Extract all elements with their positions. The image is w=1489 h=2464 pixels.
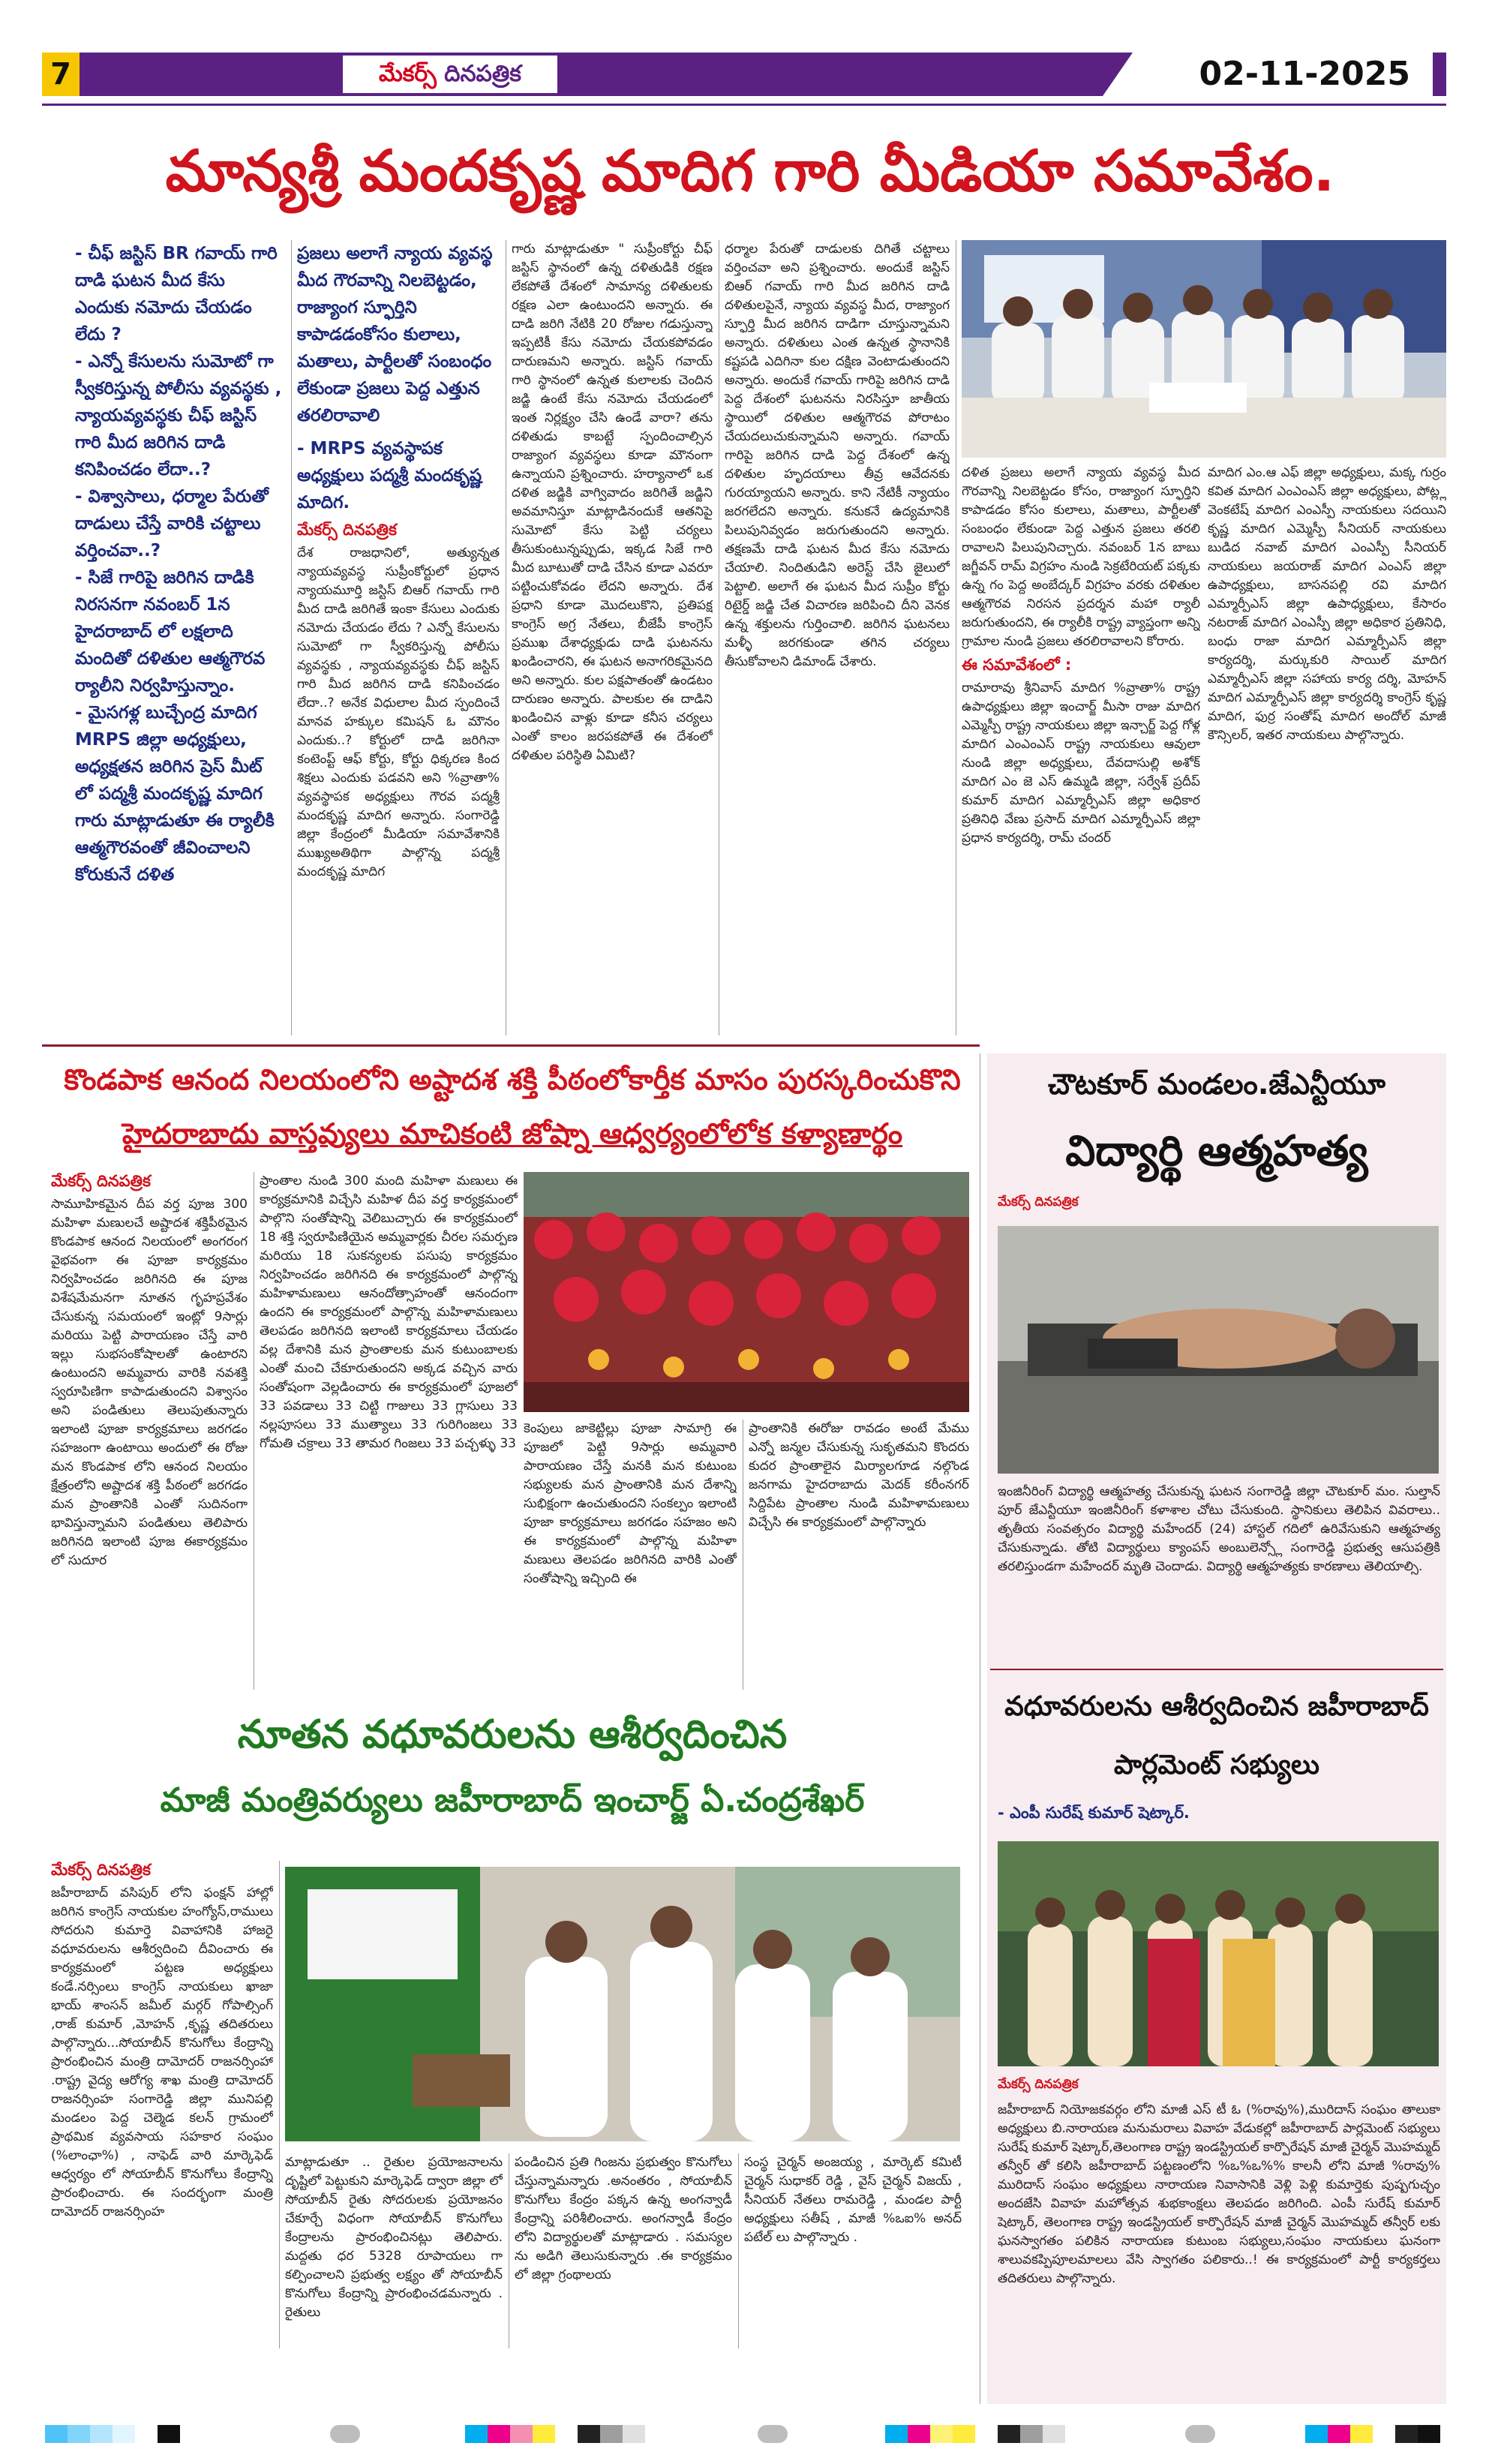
deepa-puja-photo-art: [524, 1172, 969, 1412]
masthead-logo: [341, 54, 559, 95]
student-photo: [998, 1226, 1439, 1474]
masthead-brand: మేకర్స్: [379, 61, 437, 87]
print-color-bar: [465, 2425, 645, 2443]
suicide-headline-2: విద్యార్థి ఆత్మహత్య: [1065, 1127, 1368, 1176]
lead-photo-caption-col: [962, 464, 1200, 1034]
print-color-bar: [885, 2425, 1065, 2443]
vadhuvarulu-body: జహీరాబాద్ వసిపుర్ లోని ఫంక్షన్ హాల్లో జరిగిన కాంగ్రెస్ నాయకుల హంగ్యోస్,రాములు సోదరుని కుమార్తె వివాహానికి హాజరై వధూవరులను ఆశీర్వదించి దీవించారు ఈ కార్యక్రమంలో పట్టణ అధ్యక్షులు కండే.నర్సింలు కాంగ్రెస్ నాయకులు ఖాజా భాయ్ శాంసన్ జమీల్ మర్గర్ గోపాల్సింగ్ ,రాజ్ కుమార్ ,మోహన్ ,కృష్ణ తదితరులు పాల్గొన్నారు...సోయాబీన్ కొనుగోలు కేంద్రాన్ని ప్రారంభించిన మంత్రి దామోదర్ రాజనర్సింహా .రాష్ట్ర వైద్య ఆరోగ్య శాఖ మంత్రి దామోదర్ రాజనర్సింహ సంగారెడ్డి జిల్లా మునిపల్లి మండలం పెద్ద చెల్మెడ కలన్ గ్రామంలో ప్రాథమిక వ్యవసాయ సహకార సంఘం (%లాంఛా%) , నాఫెడ్ వారి మార్కెఫెడ్ ఆధ్వర్యం లో సోయాబీన్ కొనుగోలు కేంద్రాన్ని ప్రారంభించారు. ఈ సందర్భంగా మంత్రి దామోదర్ రాజనర్సింహ: [51, 1886, 273, 2219]
attendees-list-cont: మాదిగ ఎం.ఆ ఎఫ్ జిల్లా అధ్యక్షులు, మక్క గుర్రం కవిత మాదిగ ఎంఎంఎస్ జిల్లా అధ్యక్షులు, పోట్ల్ల వెంకటేష్ మాదిగ ఎంఎస్పీ నాయకులు సదయిని కృష్ణ మాదిగ ఎమ్మెస్పీ సీనియర్ నాయకులు బుడిద నవాబ్ మాదిగ ఎంఎస్పీ సీనియర్ నాయకులు జయరాజ్ మాదిగ ఎంఎస్ జిల్లా ఉపాధ్యక్షులు, బాసనపల్లి రవి మాదిగ ఎమ్మార్పీఎస్ జిల్లా ఉపాధ్యక్షులు, కేసారం నటరాజ్ మాదిగ ఎంఎస్పీ జిల్లా అధికార ప్రతినిధి, బంధు రాజా మాదిగ ఎమ్మార్పీఎస్ జిల్లా కార్యదర్శి, మర్కుకురి సాయిల్ మాదిగ ఎమ్మార్పీఎస్ జిల్లా సహాయ కార్య దర్శి, మోహన్ మాదిగ ఎమ్మార్పీఎస్ జిల్లా కార్యదర్శి కాంగ్రెస్ కృష్ణ మాదిగ, ఫుర్ర సంతోష్ మాదిగ అందోల్ మాజీ కౌన్సిలర్, ఇతర నాయకులు పాల్గొన్నారు.: [1208, 465, 1446, 743]
lead-col3: గారు మాట్లాడుతూ " సుప్రీంకోర్టు చీఫ్ జస్టిస్ స్థానంలో ఉన్న దళితుడికి రక్షణ లేకపోతే దేశంలో సామాన్య దళితులకు రక్షణ ఎలా ఉంటుందని అన్నారు. ఈ దాడి జరిగి నేటికి 20 రోజుల గడుస్తున్నా ఇప్పటికీ కేసు నమోదు చేయకపోవడం దారుణమని అన్నారు. జస్టిస్ గవాయ్ గారి స్థానంలో ఉన్నత కులాలకు చెందిన జడ్జి ఉంటే కేసు నమోదు చేయడంలో ఇంత నిర్లక్ష్యం చేసి ఉండే వారా? తను దళితుడు కాబట్టే స్పందించాల్సిన రాజ్యాంగ వ్యవస్థలు కూడా మౌనంగా ఉన్నాయని ప్రశ్నించారు. హర్యానాలో ఒక దళిత జడ్జికి వాగ్వివాదం జరిగితే జడ్జిని అవమానిస్తూ మాట్లాడినందుకే ఆతనిపై సుమోటో కేసు పెట్టి చర్యలు తీసుకుంటున్నప్పుడు, ఇక్కడ సిజే గారి మీద బూటుతో దాడి చేసిన కూడా ఎవరూ పట్టించుకోవడం లేదని అన్నారు. దేశ ప్రధాని కూడా మొదలుకొని, ప్రతిపక్ష కాంగ్రెస్ అగ్ర నేతలు, బీజేపీ కాంగ్రెస్ ప్రముఖ దేశాధ్యక్షుడు దాడి ఘటనను ఖండించారని, ఈ ఘటన అనాగరికమైనది అని అన్నారు. కుల పక్షపాతంతో ఉండటం దారుణం అన్నారు. పాలకుల ఈ దాడిని ఖండించిన వాళ్లు కూడా కనీస చర్యలు ఎంతో కాలం జరపకపోతే ఈ దేశంలో దళితుల పరిస్థితి ఏమిటి?: [512, 242, 713, 763]
column-divider: [291, 240, 292, 1035]
soyabean-centre-photo: [285, 1867, 960, 2141]
vadhuvarulu-col1: [51, 1861, 273, 2348]
deepa-puja-photo: [524, 1172, 969, 1412]
lead-dateline: మేకర్స్ దినపత్రిక: [297, 521, 397, 539]
print-registration-mark: [758, 2425, 788, 2443]
suicide-body: ఇంజినీరింగ్ విద్యార్థి ఆత్మహత్య చేసుకున్న ఘటన సంగారెడ్డి జిల్లా చౌటకూర్ మం. సుల్తాన్ పూర్ జేఎన్టీయూ ఇంజినీరింగ్ కళాశాల చోటు చేసుకుంది. స్థానికులు తెలిపిన వివరాలు.. తృతీయ సంవత్సరం విద్యార్థి మహేందర్ (24) హాస్టల్ గదిలో ఉరివేసుకుని ఆత్మహత్య చేసుకున్నాడు. తోటి విద్యార్థులు క్యాంపస్ అంబులెన్స్లో సంగారెడ్డి ప్రభుత్వ ఆసుపత్రికి తరలిస్తుండగా మహేందర్ మృతి చెందాడు. విద్యార్థి ఆత్మహత్యకు కారణాలు తెలియాల్సి.: [998, 1484, 1440, 1574]
print-color-bar: [1305, 2425, 1440, 2443]
print-registration-mark: [1185, 2425, 1215, 2443]
soyabean-centre-photo-art: [285, 1867, 960, 2141]
print-registration-mark: [330, 2425, 360, 2443]
masthead-title: దినపత్రిక: [444, 61, 521, 87]
vadhuvarulu-col2: మాట్లాడుతూ .. రైతుల ప్రయోజనాలను దృష్టిలో పెట్టుకుని మార్కెఫెడ్ ద్వారా జిల్లా లో సోయాబీన్ రైతు సోదరులకు ప్రయోజనం చేకూర్చే విధంగా సోయాబీన్ కొనుగోలు కేంద్రాలను ప్రారంభించినట్లు తెలిపారు. మద్దతు ధర 5328 రూపాయలు గా కల్పించాలని ప్రభుత్వ లక్ష్యం తో సోయాబీన్ కొనుగోలు కేంద్రాన్ని ప్రారంభించడమన్నారు . రైతులు: [285, 2155, 503, 2320]
column-divider: [279, 1861, 280, 2348]
lead-bullets-col1: [75, 240, 285, 1035]
kondapaka-dateline: మేకర్స్ దినపత్రిక: [51, 1172, 151, 1190]
zaheerabad-subline: - ఎంపీ సురేష్ కుమార్ షెట్కార్.: [998, 1804, 1190, 1822]
lead-bullet: ప్రజలు అలాగే న్యాయ వ్యవస్థ మీద గౌరవాన్ని నిలబెట్టడం, రాజ్యాంగ స్ఫూర్తిని కాపాడడంకోసం కులాలు, మతాలు, పార్టీలతో సంబంధం లేకుండా ప్రజలు పెద్ద ఎత్తున తరలిరావాలి: [297, 244, 493, 425]
issue-date: 02-11-2025: [1199, 55, 1410, 93]
press-meet-photo: [962, 240, 1446, 458]
lead-bullet: - మైసగళ్ల బుచ్చేంద్ర మాదిగ MRPS జిల్లా అధ్యక్షులు, అధ్యక్షతన జరిగిన ప్రెస్ మీట్ లో పద్మశ్రీ మందకృష్ణ మాదిగ గారు మాట్లాడుతూ ఈ ర్యాలీకి ఆత్మగౌరవంతో జీవించాలని కోరుకునే దళిత: [75, 703, 275, 885]
header-divider: [42, 104, 1446, 106]
section-divider: [42, 1044, 980, 1047]
zaheerabad-subline-wrap: [998, 1804, 1440, 1829]
lead-photo-caption: దళిత ప్రజలు అలాగే న్యాయ వ్యవస్థ మీద గౌరవాన్ని నిలబెట్టడం కోసం, రాజ్యాంగ స్ఫూర్తిని కాపాడడం కోసం కులాలు, మతాలు, పార్టీలతో సంబంధం లేకుండా పెద్ద ఎత్తున ప్రజలు తరలి రావాలని పిలుపునిచ్చారు. నవంబర్ 1న బాబు జగ్జీవన్ రామ్ విగ్రహం నుండి సెక్రటేరియట్ పక్కకు ఉన్న గం పెద్ద అంబేద్కర్ విగ్రహం వరకు దళితుల ఆత్మగౌరవ నిరసన ప్రదర్శన మహా ర్యాలీ జరుగుతుందని, ఈ ర్యాలీకి రాష్ట్ర వ్యాప్తంగా అన్ని గ్రామాల నుండి ప్రజలు తరలిరావాలని కోరారు.: [962, 465, 1200, 649]
zaheerabad-headline: వధూవరులను ఆశీర్వదించిన జహీరాబాద్ పార్లమెంట్ సభ్యులు: [1004, 1691, 1429, 1780]
press-meet-photo-art: [962, 240, 1446, 458]
lead-bullet: - చీఫ్ జస్టిస్ BR గవాయ్ గారి దాడి ఘటన మీద కేసు ఎందుకు నమోదు చేయడం లేదు ?: [75, 244, 278, 344]
kondapaka-col2: ప్రాంతాల నుండి 300 మంది మహిళా మణులు ఈ కార్యక్రమానికి విచ్చేసి మహిళ దీప వర్త కార్యక్రమంలో పాల్గొని సంతోషాన్ని వెలిబుచ్చారు ఈ కార్యక్రమంలో 18 శక్తి స్వరూపిణియైన అమ్మవార్లకు చీరల సమర్పణ మరియు 18 సుకన్యలకు పసుపు కార్యక్రమం నిర్వహించడం జరిగినది ఈ కార్యక్రమంలో పాల్గొన్న మహిళామణులు ఆనందోత్సాహంతో ఆనందంగా ఉందని ఈ కార్యక్రమంలో పాల్గొన్న మహిళామణులు తెలపడం జరిగినది ఇలాంటి కార్యక్రమాలు చేయడం వల్ల దేశానికి మన ప్రాంతాలకు మన కుటుంబాలకు ఎంతో మంచి చేకూరుతుందని అక్కడ వచ్చిన వారు సంతోషంగా వెల్లడించారు ఈ కార్యక్రమంలో పూజలో 33 పవడాలు 33 చిట్టి గాజులు 33 గ్లాసులు 33 నల్లపూసలు 33 ముత్యాలు 33 గురిగింజలు 33 గోమతి చక్రాలు 33 తామర గింజలు 33 పచ్చళ్ళు 33: [260, 1173, 518, 1451]
wedding-photo: [998, 1841, 1439, 2066]
lead-col2: [297, 240, 500, 1035]
kondapaka-headline-2: హైదరాబాదు వాస్తవ్యులు మాచికంటి జోష్నా ఆధ్వర్యంలోలోక కళ్యాణార్థం: [122, 1117, 903, 1150]
suicide-dateline-wrap: [998, 1193, 1298, 1215]
page-number: 7: [42, 53, 80, 96]
lead-headline: మాన్యశ్రీ మందకృష్ణ మాదిగ గారి మీడియా సమావేశం.: [165, 137, 1335, 204]
kondapaka-col4: ప్రాంతానికి ఈరోజు రావడం అంటే మేము ఎన్నో జన్మల చేసుకున్న సుకృతమని కొందరు కుదర ప్రాంతాలైన మిర్యాలగూడ నల్గొండ జనగామ హైదరాబాదు మెదక్ కరీంనగర్ సిద్దిపేట ప్రాంతాల నుండి మహిళామణులు విచ్చేసి ఈ కార్యక్రమంలో పాల్గొన్నారు: [749, 1421, 969, 1530]
lead-bullet: - ఎన్నో కేసులను సుమోటో గా స్వీకరిస్తున్న పోలీసు వ్యవస్థకు , న్యాయవ్యవస్థకు చీఫ్ జస్టిస్ గారి మీద జరిగిన దాడి కనిపించడం లేదా..?: [75, 352, 282, 479]
vadhuvarulu-dateline: మేకర్స్ దినపత్రిక: [51, 1861, 151, 1879]
attendees-list: రామారావు శ్రీనివాస్ మాదిగ %వ్రాతా% రాష్ట్ర ఉపాధ్యక్షులు జిల్లా ఇంచార్జ్ మీసా రాజు మాదిగ ఎమ్మెస్పీ రాష్ట్ర నాయకులు జిల్లా ఇన్చార్జ్ పెద్ద గోళ్ల మాదిగ ఎంఎంఎస్ రాష్ట్ర నాయకులు ఆవులా నుండి జిల్లా అధ్యక్షులు, దేవదాసుల్లి అశోక్ మాదిగ ఎం జె ఎస్ ఉమ్మడి జిల్లా, సర్వేశ్ ప్రదీప్ కుమార్ మాదిగ ఎమ్మార్పీఎస్ జిల్లా అధికార ప్రతినిధి వేణు ప్రసాద్ మాదిగ ఎమ్మార్పీఎస్ జిల్లా ప్రధాన కార్యదర్శి, రామ్ చందర్: [962, 681, 1200, 846]
lead-bullet: - సిజే గారిపై జరిగిన దాడికి నిరసనగా నవంబర్ 1న హైదరాబాద్ లో లక్షలాది మందితో దళితుల ఆత్మగౌరవ ర్యాలీని నిర్వహిస్తున్నాం.: [75, 568, 266, 696]
vadhuvarulu-headline-2: మాజీ మంత్రివర్యులు జహీరాబాద్ ఇంచార్జ్ ఏ.చంద్రశేఖర్: [160, 1781, 865, 1819]
print-color-bar: [45, 2425, 180, 2443]
section-divider: [990, 1669, 1443, 1670]
zaheerabad-body: జహీరాబాద్ నియోజకవర్గం లోని మాజీ ఎస్ టీ ఓ (%రావు%),మురిదాస్ సంఘం తాలుకా అధ్యక్షులు బి.నారాయణ మనుమరాలు వివాహ వేడుకల్లో జహీరాబాద్ పార్లమెంట్ సభ్యులు సురేష్ కుమార్ షెట్కార్,తెలంగాణ రాష్ట్ర ఇండస్ట్రియల్ కార్పొరేషన్ మాజీ చైర్మన్ మొహమ్మద్ తన్వీర్ తో కలిసి జహీరాబాద్ పట్టణంలోని %ఒ%ఒ%% కాలనీ లోని మాజీ %రావు% మురిదాస్ సంఘం అధ్యక్షులు నారాయణ నివాసానికి వెళ్లి పెళ్లి కుమార్తెకు పుష్పగుచ్ఛం అందజేసి వివాహ మహోత్సవ శుభకాంక్షలు తెలపడం జరిగింది. ఎంపీ సురేష్ కుమార్ షెట్కార్, తెలంగాణ రాష్ట్ర ఇండస్ట్రియల్ కార్పొరేషన్ మాజీ చైర్మన్ మొహమ్మద్ తన్వీర్ లకు ఘనస్వాగతం పలికిన నారాయణ కుటుంబ సభ్యులు,సంఘం నాయకులు ఘనంగా శాలువకప్పిపూలమాలలు వేసి స్వాగతం పలికారు..! ఈ కార్యక్రమంలో పార్టీ కార్యకర్తలు తదితరులు పాల్గొన్నారు.: [998, 2102, 1440, 2286]
kondapaka-headline-1: కొండపాక ఆనంద నిలయంలోని అష్టాదశ శక్తి పీఠంలోకార్తీక మాసం పురస్కరించుకొని: [64, 1063, 961, 1096]
lead-col4: ధర్మాల పేరుతో దాడులకు దిగితే చట్టాలు వర్తించవా అని ప్రశ్నించారు. అందుకే జస్టిస్ బిఆర్ గవాయ్ గారి మీద జరిగిన దాడి దళితులపైనే, న్యాయ వ్యవస్థ మీద, రాజ్యాంగ స్ఫూర్తి మీద జరిగిన దాడిగా చూస్తున్నామని అన్నారు. దళితులు ఎంత ఉన్నత స్థానానికి కష్టపడి ఎదిగినా కుల దక్షిణ వెంటాడుతుందని అన్నారు. అందుకే గవాయ్ గారిపై జరిగిన దాడి పెద్ద దేశంలో ఘటనను నిరసిస్తూ జాతీయ స్థాయిలో దళితుల ఆత్మగౌరవ పోరాటం చేయదలుచుకున్నామని అన్నారు. గవాయ్ గారిపై జరిగిన దాడి పెద్ద దేశంలో ఉన్న దళితుల హృదయాలు తీవ్ర ఆవేదనకు గురయ్యాయని అన్నారు. కాని నేటికీ న్యాయం జరగలేదని అన్నారు. కనుకనే ఉద్యమానికి పిలుపునివ్వడం జరుగుతుందని అన్నారు. తక్షణమే దాడి ఘటన మీద కేసు నమోదు చేయాలి. నిందితుడిని అరెస్ట్ చేసి జైలులో పెట్టాలి. అలాగే ఈ ఘటన మీద సుప్రీం కోర్టు రిటైర్డ్ జడ్జి చేత విచారణ జరిపించి దీని వెనక ఉన్న శక్తులను గుర్తించాలి. జరిగిన ఘటనలు మళ్ళీ జరగకుండా తగిన చర్యలు తీసుకోవాలని డిమాండ్ చేశారు.: [725, 242, 950, 669]
column-divider: [738, 2153, 739, 2348]
zaheerabad-dateline-wrap: [998, 2075, 1298, 2098]
lead-bullet: - MRPS వ్యవస్థాపక అధ్యక్షులు పద్మశ్రీ మందకృష్ణ మాదిగ.: [297, 439, 482, 512]
attendees-label: ఈ సమావేశంలో :: [962, 656, 1072, 674]
wedding-photo-art: [998, 1841, 1439, 2066]
kondapaka-body: సామూహికమైన దీప వర్త పూజ 300 మహిళా మణులచే అష్టాదశ శక్తిపీఠమైన కొండపాక ఆనంద నిలయంలో అంగరంగ వైభవంగా ఈ పూజా కార్యక్రమం నిర్వహించడం జరిగినది ఈ పూజ విశేషమేమనగా నూతన గృహప్రవేశం చేసుకున్న సమయంలో ఇంట్లో 9సార్లు మరియు పెట్టి పారాయణం చేస్తే వారి ఇల్లు సుభసంకోషాలతో ఉంటారని ఉంటుందని అమ్మవారు వారికి నవశక్తి స్వరూపిణిగా కాపాడుతుందని విశ్వాసం అని పండితులు తెలుపుతున్నారు ఇలాంటి పూజా కార్యక్రమాలు జరగడం సహజంగా ఉంటాయి అందులో ఈ రోజు మన కొండపాక లోని ఆనంద నిలయం క్షేత్రంలోని అష్టాదశ శక్తి పీఠంలో జరగడం మన ప్రాంతానికి ఎంతో సుదినంగా భావిస్తున్నామని పండితులు తెలిపారు జరిగినది ఇలాంటి పూజ ఈకార్యక్రమం లో సుదూర: [51, 1197, 248, 1568]
lead-bullet: - విశ్వాసాలు, ధర్మాల పేరుతో దాడులు చేస్తే వారికి చట్టాలు వర్తించవా..?: [75, 487, 269, 560]
student-photo-art: [998, 1226, 1439, 1474]
zaheerabad-dateline: మేకర్స్ దినపత్రిక: [998, 2077, 1079, 2092]
suicide-headline-1: చౌటకూర్ మండలం.జేఎన్టీయూ: [1048, 1068, 1385, 1101]
kondapaka-col3: కెంపులు జాకెట్టిల్లు పూజా సామాగ్రి ఈ పూజలో పెట్టి 9సార్లు అమ్మవారి పారాయణం చేస్తే మనకి మన కుటుంబ సభ్యులకు మన ప్రాంతానికి మన దేశాన్ని సుభిక్షంగా ఉంచుతుందని సంకల్పం ఇలాంటి పూజా కార్యక్రమాలు జరగడం సహజం అని ఈ కార్యక్రమంలో పాల్గొన్న మహిళా మణులు తెలపడం జరిగినది వారికి ఎంతో సంతోషాన్ని ఇచ్చింది ఈ: [524, 1421, 737, 1586]
vadhuvarulu-col3: పండించిన ప్రతి గింజను ప్రభుత్వం కొనుగోలు చేస్తున్నామన్నారు .అనంతరం , సోయాబీన్ కొనుగోలు కేంద్రం పక్కన ఉన్న అంగన్వాడీ కేంద్రాన్ని పరిశీలించారు. అంగన్వాడీ కేంద్రం లోని విద్యార్థులతో మాట్లాడారు . సమస్యల ను అడిగి తెలుసుకున్నారు .ఈ కార్యక్రమం లో జిల్లా గ్రంథాలయ: [515, 2155, 732, 2282]
kondapaka-col1: [51, 1172, 248, 1690]
suicide-dateline: మేకర్స్ దినపత్రిక: [998, 1194, 1079, 1209]
vadhuvarulu-col4: సంస్థ చైర్మన్ అంజయ్య , మార్కెట్ కమిటీ చైర్మన్ సుధాకర్ రెడ్డి , వైస్ చైర్మన్ విజయ్ , సీనియర్ నేతలు రామరెడ్డి , మండల పార్టీ అధ్యక్షులు సతీష్ , మాజీ %ఒఐ% అనద్ పటేల్ లు పాల్గొన్నారు .: [744, 2155, 962, 2245]
vadhuvarulu-headline-1: నూతన వధూవరులను ఆశీర్వదించిన: [237, 1712, 788, 1757]
lead-body: దేశ రాజధానిలో, అత్యున్నత న్యాయవ్యవస్థ సుప్రీంకోర్టులో ప్రధాన న్యాయమూర్తి జస్టిస్ బిఆర్ గవాయ్ గారి మీద దాడి జరిగితే ఇంకా కేసులు ఎందుకు నమోదు చేయడం లేదు ? ఎన్నో కేసులను సుమోటో గా స్వీకరిస్తున్న పోలీసు వ్యవస్థకు , న్యాయవ్యవస్థకు చీఫ్ జస్టిస్ గారి మీద జరిగిన దాడి కనిపించడం లేదా..? అనేక విధులాల మీద స్పందించే మానవ హక్కుల కమిషన్ ఓ మౌనం ఎందుకు..? కోర్టులో దాడి జరిగినా కంటెంప్ట్ ఆఫ్ కోర్టు, కోర్టు ధిక్కరణ కింద శిక్షలు ఎందుకు పడవని అని %వ్రాతా% వ్యవస్థాపక అధ్యక్షులు గౌరవ పద్మశ్రీ మందకృష్ణ మాదిగ అన్నారు. సంగారెడ్డి జిల్లా కేంద్రంలో మీడియా సమావేశానికి ముఖ్యఅతిథిగా పాల్గొన్న పద్మశ్రీ మందకృష్ణ మాదిగ: [297, 545, 500, 879]
